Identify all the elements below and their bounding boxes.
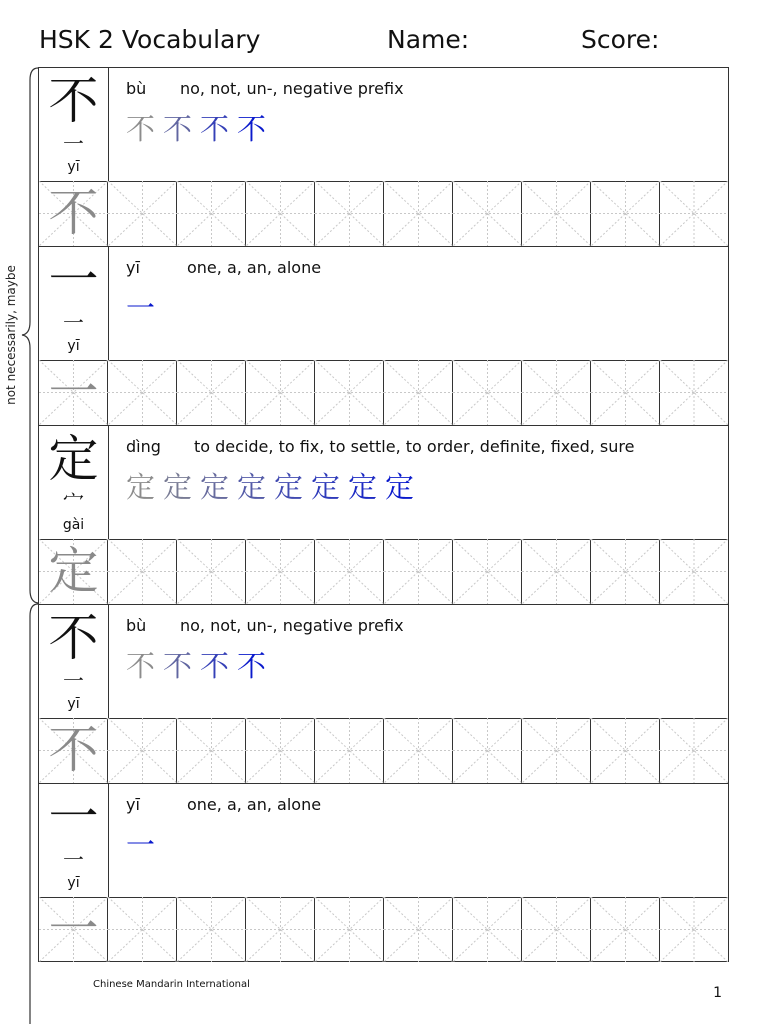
practice-cell[interactable] — [315, 360, 384, 425]
stroke-step: 一 — [126, 291, 156, 325]
vocab-info-row — [39, 68, 728, 182]
vocab-block — [38, 604, 729, 783]
pinyin: bù — [126, 79, 147, 98]
practice-cell[interactable] — [522, 539, 591, 604]
guide-lines — [522, 718, 591, 783]
practice-cell[interactable] — [453, 718, 522, 783]
page-number: 1 — [713, 985, 722, 1001]
guide-lines — [384, 718, 453, 783]
guide-lines — [108, 897, 177, 962]
guide-lines — [108, 718, 177, 783]
meaning: to decide, to fix, to settle, to order, definite, fixed, sure — [194, 437, 635, 456]
guide-lines — [660, 360, 728, 425]
practice-cell[interactable] — [177, 718, 246, 783]
practice-cell[interactable] — [660, 539, 728, 604]
character-box — [39, 247, 109, 360]
guide-lines — [591, 718, 660, 783]
trace-cell — [39, 718, 108, 783]
stroke-step: 定 — [126, 470, 156, 504]
guide-lines — [177, 718, 246, 783]
guide-lines — [453, 897, 522, 962]
guide-lines — [246, 181, 315, 246]
stroke-step: 定 — [385, 470, 415, 504]
radical-character: 一 — [63, 311, 84, 335]
practice-cell[interactable] — [246, 539, 315, 604]
guide-lines — [591, 181, 660, 246]
stroke-step: 不 — [200, 649, 230, 683]
practice-cell[interactable] — [246, 360, 315, 425]
worksheet-title: HSK 2 Vocabulary — [39, 25, 261, 54]
guide-lines — [384, 897, 453, 962]
guide-lines — [591, 539, 660, 604]
radical-pinyin: yī — [67, 696, 80, 712]
guide-lines — [453, 360, 522, 425]
vocab-info-row — [39, 784, 728, 898]
radical-character: 一 — [63, 669, 84, 693]
guide-lines — [108, 181, 177, 246]
guide-lines — [522, 539, 591, 604]
guide-lines — [315, 897, 384, 962]
guide-lines — [453, 181, 522, 246]
practice-cell[interactable] — [522, 897, 591, 962]
practice-cell[interactable] — [108, 181, 177, 246]
guide-lines — [315, 360, 384, 425]
guide-lines — [177, 897, 246, 962]
stroke-order — [126, 110, 274, 148]
vocab-block — [38, 67, 729, 246]
practice-cell[interactable] — [177, 181, 246, 246]
practice-cell[interactable] — [453, 897, 522, 962]
pinyin: dìng — [126, 437, 161, 456]
practice-cell[interactable] — [384, 181, 453, 246]
hanzi-character: 不 — [48, 609, 99, 667]
practice-grid-row — [39, 181, 728, 246]
meaning: one, a, an, alone — [187, 795, 322, 814]
stroke-step: 定 — [348, 470, 378, 504]
guide-lines — [315, 181, 384, 246]
phrase-bracket — [0, 0, 40, 1024]
practice-grid-row — [39, 718, 728, 783]
practice-cell[interactable] — [108, 360, 177, 425]
trace-cell — [39, 539, 108, 604]
radical-pinyin: yī — [67, 159, 80, 175]
vocab-info-row — [39, 247, 728, 361]
hanzi-character: 一 — [48, 251, 99, 309]
practice-cell[interactable] — [315, 181, 384, 246]
meaning: no, not, un-, negative prefix — [180, 616, 404, 635]
pinyin: bù — [126, 616, 147, 635]
guide-lines — [660, 539, 728, 604]
guide-lines — [315, 718, 384, 783]
stroke-step: 不 — [163, 649, 193, 683]
trace-character: 一 — [48, 900, 99, 958]
radical-character: 一 — [63, 132, 84, 156]
stroke-step: 不 — [126, 649, 156, 683]
stroke-step: 定 — [274, 470, 304, 504]
guide-lines — [591, 360, 660, 425]
vocab-block — [38, 246, 729, 425]
guide-lines — [384, 360, 453, 425]
guide-lines — [177, 360, 246, 425]
trace-character: 定 — [48, 542, 99, 600]
footer-organization: Chinese Mandarin International — [93, 979, 250, 990]
radical-pinyin: yī — [67, 875, 80, 891]
practice-cell[interactable] — [315, 718, 384, 783]
stroke-step: 定 — [200, 470, 230, 504]
radical-character: 宀 — [63, 490, 84, 514]
guide-lines — [246, 539, 315, 604]
practice-cell[interactable] — [522, 181, 591, 246]
guide-lines — [453, 718, 522, 783]
stroke-order — [126, 647, 274, 685]
practice-cell[interactable] — [522, 718, 591, 783]
practice-cell[interactable] — [453, 539, 522, 604]
guide-lines — [591, 897, 660, 962]
stroke-order — [126, 289, 163, 327]
radical-character: 一 — [63, 848, 84, 872]
name-label: Name: — [387, 25, 470, 54]
pinyin: yī — [126, 258, 140, 277]
trace-cell — [39, 360, 108, 425]
practice-cell[interactable] — [108, 718, 177, 783]
guide-lines — [315, 539, 384, 604]
guide-lines — [660, 897, 728, 962]
practice-grid-row — [39, 897, 728, 962]
guide-lines — [108, 539, 177, 604]
practice-cell[interactable] — [660, 897, 728, 962]
practice-cell[interactable] — [384, 360, 453, 425]
vocab-block — [38, 783, 729, 962]
stroke-step: 不 — [126, 112, 156, 146]
trace-cell — [39, 897, 108, 962]
practice-grid-row — [39, 539, 728, 604]
trace-character: 不 — [48, 184, 99, 242]
guide-lines — [246, 360, 315, 425]
stroke-step: 不 — [237, 649, 267, 683]
trace-cell — [39, 181, 108, 246]
practice-cell[interactable] — [660, 181, 728, 246]
guide-lines — [384, 539, 453, 604]
hanzi-character: 定 — [48, 430, 99, 488]
practice-cell[interactable] — [453, 360, 522, 425]
character-box — [39, 605, 109, 718]
radical-pinyin: gài — [62, 517, 85, 533]
practice-cell[interactable] — [384, 897, 453, 962]
stroke-step: 定 — [237, 470, 267, 504]
stroke-step: 不 — [237, 112, 267, 146]
character-box — [39, 68, 109, 181]
practice-cell[interactable] — [177, 897, 246, 962]
practice-cell[interactable] — [108, 897, 177, 962]
practice-cell[interactable] — [384, 718, 453, 783]
stroke-step: 一 — [126, 828, 156, 862]
guide-lines — [522, 897, 591, 962]
meaning: one, a, an, alone — [187, 258, 322, 277]
practice-cell[interactable] — [246, 897, 315, 962]
trace-character: 不 — [48, 721, 99, 779]
guide-lines — [246, 897, 315, 962]
practice-cell[interactable] — [591, 539, 660, 604]
score-label: Score: — [581, 25, 660, 54]
practice-cell[interactable] — [591, 360, 660, 425]
stroke-step: 不 — [200, 112, 230, 146]
guide-lines — [177, 181, 246, 246]
guide-lines — [660, 181, 728, 246]
practice-cell[interactable] — [522, 360, 591, 425]
stroke-order — [126, 826, 163, 864]
guide-lines — [453, 539, 522, 604]
practice-cell[interactable] — [315, 897, 384, 962]
hanzi-character: 一 — [48, 788, 99, 846]
stroke-step: 不 — [163, 112, 193, 146]
hanzi-character: 不 — [48, 72, 99, 130]
character-box — [39, 426, 109, 539]
stroke-step: 定 — [311, 470, 341, 504]
practice-cell[interactable] — [384, 539, 453, 604]
practice-cell[interactable] — [108, 539, 177, 604]
guide-lines — [246, 718, 315, 783]
practice-sheet — [38, 67, 729, 962]
practice-cell[interactable] — [246, 181, 315, 246]
stroke-step: 定 — [163, 470, 193, 504]
practice-cell[interactable] — [591, 181, 660, 246]
guide-lines — [522, 181, 591, 246]
practice-cell[interactable] — [246, 718, 315, 783]
radical-pinyin: yī — [67, 338, 80, 354]
vocab-info-row — [39, 605, 728, 719]
practice-cell[interactable] — [591, 897, 660, 962]
practice-cell[interactable] — [591, 718, 660, 783]
practice-cell[interactable] — [660, 718, 728, 783]
vocab-block — [38, 425, 729, 604]
guide-lines — [177, 539, 246, 604]
meaning: no, not, un-, negative prefix — [180, 79, 404, 98]
guide-lines — [660, 718, 728, 783]
practice-cell[interactable] — [177, 539, 246, 604]
guide-lines — [522, 360, 591, 425]
practice-cell[interactable] — [315, 539, 384, 604]
guide-lines — [108, 360, 177, 425]
stroke-order — [126, 468, 422, 506]
practice-cell[interactable] — [660, 360, 728, 425]
trace-character: 一 — [48, 363, 99, 421]
guide-lines — [384, 181, 453, 246]
pinyin: yī — [126, 795, 140, 814]
page-header — [0, 22, 768, 58]
side-phrase: not necessarily, maybe — [4, 265, 18, 405]
practice-grid-row — [39, 360, 728, 425]
character-box — [39, 784, 109, 897]
practice-cell[interactable] — [177, 360, 246, 425]
practice-cell[interactable] — [453, 181, 522, 246]
vocab-info-row — [39, 426, 728, 540]
